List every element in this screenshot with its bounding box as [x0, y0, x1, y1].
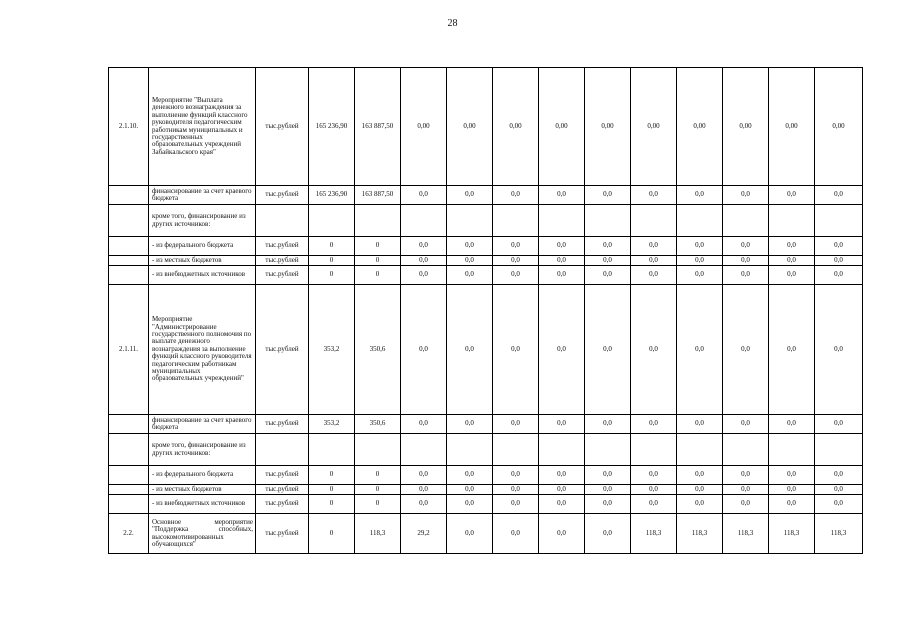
value-cell: 0,0 — [677, 495, 723, 514]
table-row — [109, 285, 863, 415]
value-cell: 0,0 — [585, 285, 631, 415]
row-description: кроме того, финансирование из других источников: — [149, 205, 256, 237]
row-description: - из федерального бюджета — [149, 466, 256, 485]
row-code — [109, 256, 149, 266]
row-code — [109, 466, 149, 485]
value-cell: 0,0 — [723, 186, 769, 205]
value-cell: 0,0 — [585, 237, 631, 256]
value-cell: 0 — [309, 485, 355, 495]
row-description: - из внебюджетных источников — [149, 266, 256, 285]
value-cell: 0,0 — [723, 256, 769, 266]
value-cell: 0,0 — [447, 514, 493, 554]
value-cell — [493, 434, 539, 466]
value-cell: 0,0 — [539, 495, 585, 514]
row-description: кроме того, финансирование из других источников: — [149, 434, 256, 466]
value-cell: 0,0 — [401, 495, 447, 514]
table-row — [109, 256, 863, 266]
value-cell: 0,0 — [631, 485, 677, 495]
table-row — [109, 495, 863, 514]
value-cell: 0,0 — [585, 495, 631, 514]
value-cell: 0,0 — [493, 256, 539, 266]
value-cell: 0,0 — [815, 266, 863, 285]
value-cell: 0,0 — [769, 466, 815, 485]
value-cell: 0,0 — [631, 466, 677, 485]
row-unit: тыс.рублей — [256, 68, 309, 186]
value-cell: 0,0 — [769, 237, 815, 256]
page-number: 28 — [447, 18, 458, 29]
value-cell: 0,0 — [447, 495, 493, 514]
value-cell — [631, 205, 677, 237]
table-row — [109, 415, 863, 434]
value-cell: 0,0 — [815, 485, 863, 495]
value-cell: 0,0 — [769, 415, 815, 434]
value-cell: 0,0 — [677, 256, 723, 266]
row-unit: тыс.рублей — [256, 514, 309, 554]
row-unit: тыс.рублей — [256, 237, 309, 256]
row-unit — [256, 434, 309, 466]
value-cell: 0,0 — [401, 186, 447, 205]
table-row — [109, 237, 863, 256]
value-cell: 0,0 — [815, 415, 863, 434]
value-cell: 0,0 — [401, 466, 447, 485]
value-cell: 0,0 — [677, 186, 723, 205]
row-code: 2.1.11. — [109, 285, 149, 415]
value-cell — [585, 205, 631, 237]
value-cell: 0,0 — [401, 285, 447, 415]
value-cell: 0,0 — [815, 495, 863, 514]
value-cell: 0,0 — [769, 285, 815, 415]
value-cell: 0,0 — [493, 415, 539, 434]
value-cell: 0,0 — [447, 237, 493, 256]
row-description: Мероприятие "Администрирование государственного полномочия по выплате денежного вознаграждения за выполнение функций классного руководителя педагогическим работникам муниципальных образовательных учреждений" — [149, 285, 256, 415]
value-cell: 0,0 — [539, 285, 585, 415]
value-cell: 0,0 — [769, 256, 815, 266]
value-cell: 0,0 — [539, 466, 585, 485]
value-cell: 0 — [309, 256, 355, 266]
table-row — [109, 514, 863, 554]
value-cell: 0,0 — [493, 466, 539, 485]
value-cell: 0 — [355, 256, 401, 266]
value-cell: 0,0 — [401, 266, 447, 285]
value-cell: 0,0 — [723, 237, 769, 256]
value-cell: 0,0 — [401, 415, 447, 434]
value-cell: 0,0 — [723, 285, 769, 415]
row-description: Основное мероприятие "Поддержка способных, высокомотивированных обучающихся" — [149, 514, 256, 554]
value-cell: 0,0 — [723, 266, 769, 285]
value-cell: 0,0 — [769, 266, 815, 285]
value-cell: 0 — [309, 495, 355, 514]
value-cell — [401, 205, 447, 237]
value-cell: 0,00 — [493, 68, 539, 186]
row-unit: тыс.рублей — [256, 485, 309, 495]
value-cell: 0,0 — [401, 485, 447, 495]
value-cell — [401, 434, 447, 466]
value-cell: 118,3 — [723, 514, 769, 554]
value-cell — [355, 205, 401, 237]
value-cell: 0 — [309, 514, 355, 554]
value-cell: 0,0 — [769, 495, 815, 514]
table-row — [109, 205, 863, 237]
row-unit: тыс.рублей — [256, 466, 309, 485]
value-cell — [815, 434, 863, 466]
value-cell: 0,0 — [447, 285, 493, 415]
row-code — [109, 415, 149, 434]
value-cell: 0,0 — [493, 266, 539, 285]
value-cell: 0,0 — [631, 256, 677, 266]
value-cell: 0,0 — [539, 485, 585, 495]
value-cell: 0,00 — [815, 68, 863, 186]
value-cell — [631, 434, 677, 466]
value-cell: 0,0 — [539, 266, 585, 285]
value-cell: 0,0 — [677, 485, 723, 495]
value-cell: 0,0 — [539, 237, 585, 256]
value-cell: 118,3 — [769, 514, 815, 554]
value-cell: 0,0 — [447, 186, 493, 205]
row-description: Мероприятие "Выплата денежного вознаграждения за выполнение функций классного руководителя педагогическим работникам муниципальных и государственных образовательных учреждений Забайкальского края" — [149, 68, 256, 186]
value-cell — [493, 205, 539, 237]
value-cell: 0,0 — [815, 466, 863, 485]
value-cell: 0,00 — [585, 68, 631, 186]
value-cell: 0,0 — [539, 256, 585, 266]
value-cell: 350,6 — [355, 285, 401, 415]
value-cell: 350,6 — [355, 415, 401, 434]
row-code — [109, 237, 149, 256]
value-cell: 0,00 — [401, 68, 447, 186]
value-cell — [677, 205, 723, 237]
row-unit: тыс.рублей — [256, 256, 309, 266]
value-cell: 0,0 — [723, 415, 769, 434]
value-cell: 118,3 — [815, 514, 863, 554]
value-cell: 0,0 — [677, 466, 723, 485]
value-cell: 0,0 — [447, 415, 493, 434]
value-cell: 0 — [355, 466, 401, 485]
value-cell — [539, 205, 585, 237]
value-cell: 0,0 — [493, 237, 539, 256]
value-cell: 0,0 — [723, 466, 769, 485]
row-unit: тыс.рублей — [256, 186, 309, 205]
value-cell: 0,0 — [631, 186, 677, 205]
value-cell: 0,0 — [631, 266, 677, 285]
value-cell: 0,0 — [631, 495, 677, 514]
value-cell: 0 — [309, 266, 355, 285]
row-unit — [256, 205, 309, 237]
value-cell — [539, 434, 585, 466]
value-cell: 0 — [309, 466, 355, 485]
value-cell: 163 887,50 — [355, 68, 401, 186]
table-row — [109, 68, 863, 186]
value-cell: 0,0 — [493, 485, 539, 495]
value-cell — [309, 434, 355, 466]
value-cell — [585, 434, 631, 466]
table-row — [109, 485, 863, 495]
value-cell: 0,0 — [493, 495, 539, 514]
value-cell: 0,0 — [539, 186, 585, 205]
value-cell — [723, 205, 769, 237]
value-cell — [769, 434, 815, 466]
value-cell: 0,0 — [447, 256, 493, 266]
value-cell — [447, 205, 493, 237]
table-row — [109, 266, 863, 285]
row-description: - из федерального бюджета — [149, 237, 256, 256]
value-cell: 0,0 — [769, 186, 815, 205]
value-cell: 0 — [355, 495, 401, 514]
row-code — [109, 485, 149, 495]
value-cell — [769, 205, 815, 237]
table-row — [109, 186, 863, 205]
value-cell: 0,0 — [585, 514, 631, 554]
value-cell: 0 — [309, 237, 355, 256]
value-cell: 165 236,90 — [309, 186, 355, 205]
value-cell: 0,0 — [631, 285, 677, 415]
row-code — [109, 434, 149, 466]
value-cell — [355, 434, 401, 466]
row-code — [109, 186, 149, 205]
value-cell: 0,0 — [631, 415, 677, 434]
row-description: - из местных бюджетов — [149, 256, 256, 266]
row-description: финансирование за счет краевого бюджета — [149, 186, 256, 205]
value-cell: 0,0 — [401, 237, 447, 256]
value-cell: 0,0 — [585, 266, 631, 285]
value-cell: 0,0 — [493, 285, 539, 415]
value-cell: 0,0 — [769, 485, 815, 495]
table-row — [109, 466, 863, 485]
row-description: - из внебюджетных источников — [149, 495, 256, 514]
value-cell: 0,0 — [815, 285, 863, 415]
value-cell — [309, 205, 355, 237]
value-cell: 0,00 — [723, 68, 769, 186]
value-cell: 0,0 — [401, 256, 447, 266]
table-row — [109, 434, 863, 466]
value-cell: 118,3 — [355, 514, 401, 554]
row-unit: тыс.рублей — [256, 285, 309, 415]
value-cell: 0,0 — [493, 186, 539, 205]
value-cell: 0,0 — [815, 237, 863, 256]
value-cell: 0 — [355, 237, 401, 256]
row-unit: тыс.рублей — [256, 266, 309, 285]
row-description: - из местных бюджетов — [149, 485, 256, 495]
row-description: финансирование за счет краевого бюджета — [149, 415, 256, 434]
value-cell: 0,0 — [585, 186, 631, 205]
value-cell: 0,0 — [585, 485, 631, 495]
row-code — [109, 266, 149, 285]
value-cell: 353,2 — [309, 415, 355, 434]
value-cell — [815, 205, 863, 237]
value-cell: 118,3 — [631, 514, 677, 554]
value-cell: 0,0 — [539, 415, 585, 434]
value-cell: 0,0 — [723, 495, 769, 514]
row-code — [109, 495, 149, 514]
row-code: 2.2. — [109, 514, 149, 554]
value-cell — [677, 434, 723, 466]
value-cell: 0,0 — [585, 256, 631, 266]
value-cell: 0,00 — [631, 68, 677, 186]
value-cell: 0 — [355, 485, 401, 495]
value-cell: 0,00 — [539, 68, 585, 186]
value-cell: 0,0 — [447, 266, 493, 285]
value-cell: 0,0 — [447, 466, 493, 485]
value-cell: 0,0 — [631, 237, 677, 256]
value-cell: 0,0 — [723, 485, 769, 495]
row-unit: тыс.рублей — [256, 495, 309, 514]
row-unit: тыс.рублей — [256, 415, 309, 434]
value-cell — [723, 434, 769, 466]
value-cell: 0,0 — [539, 514, 585, 554]
value-cell: 0,00 — [769, 68, 815, 186]
value-cell: 0,0 — [585, 466, 631, 485]
value-cell: 0,0 — [447, 485, 493, 495]
value-cell: 118,3 — [677, 514, 723, 554]
budget-table — [108, 67, 863, 554]
value-cell: 165 236,90 — [309, 68, 355, 186]
value-cell: 0,0 — [815, 186, 863, 205]
row-code: 2.1.10. — [109, 68, 149, 186]
value-cell: 0,00 — [447, 68, 493, 186]
value-cell: 0,0 — [677, 415, 723, 434]
value-cell: 0,0 — [677, 285, 723, 415]
value-cell: 353,2 — [309, 285, 355, 415]
value-cell: 0,00 — [677, 68, 723, 186]
value-cell: 0,0 — [493, 514, 539, 554]
row-code — [109, 205, 149, 237]
value-cell: 0,0 — [585, 415, 631, 434]
value-cell: 0,0 — [815, 256, 863, 266]
value-cell — [447, 434, 493, 466]
value-cell: 0,0 — [677, 237, 723, 256]
value-cell: 163 887,50 — [355, 186, 401, 205]
value-cell: 0 — [355, 266, 401, 285]
value-cell: 29,2 — [401, 514, 447, 554]
value-cell: 0,0 — [677, 266, 723, 285]
